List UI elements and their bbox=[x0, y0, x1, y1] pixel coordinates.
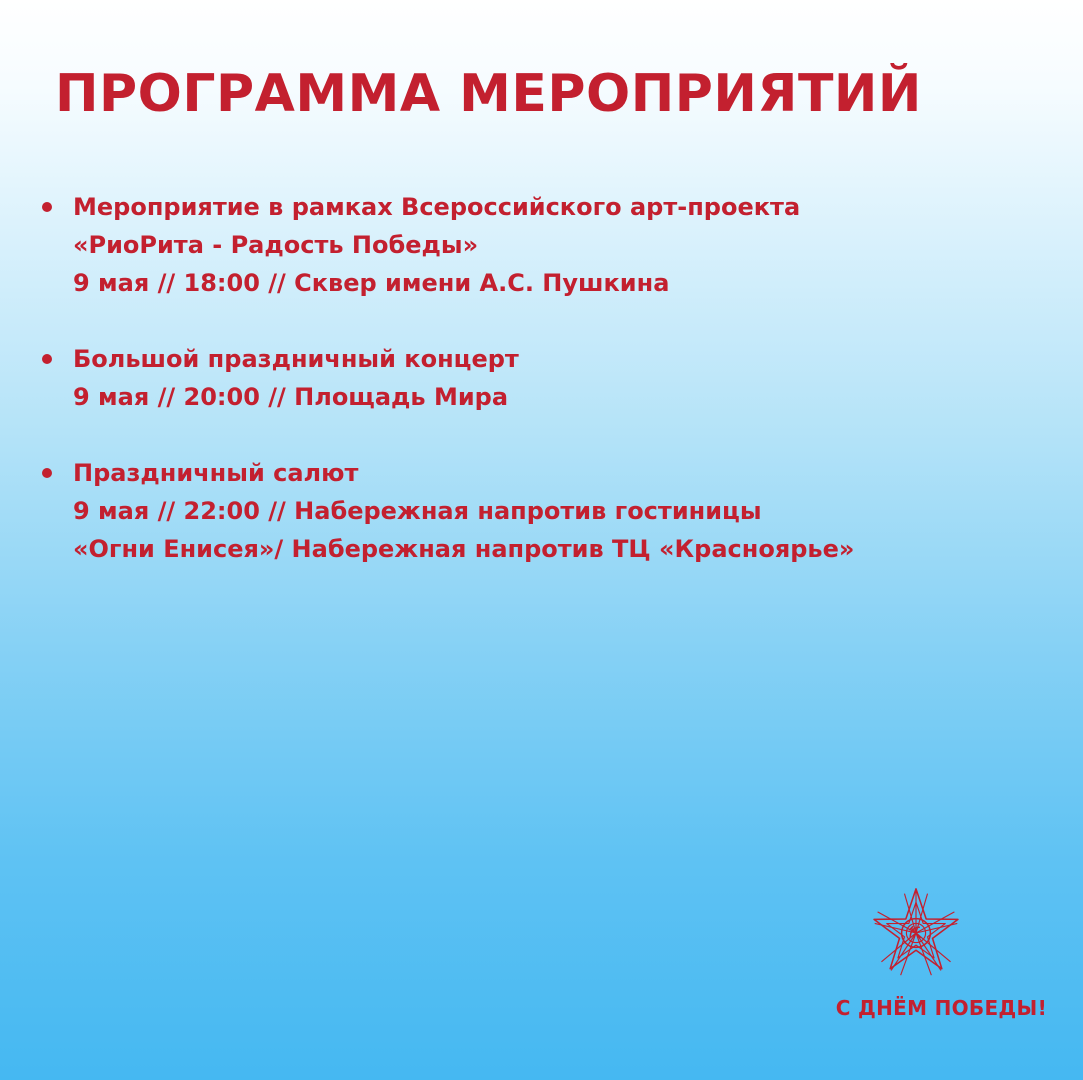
event-title-continued: «РиоРита - Радость Победы» bbox=[73, 231, 479, 259]
page-title: ПРОГРАММА МЕРОПРИЯТИЙ bbox=[55, 64, 922, 124]
event-details: 9 мая // 20:00 // Площадь Мира bbox=[73, 383, 509, 411]
event-list bbox=[40, 188, 1050, 606]
event-item-2 bbox=[40, 340, 1050, 416]
bullet-icon bbox=[42, 354, 52, 364]
event-details: 9 мая // 18:00 // Сквер имени А.С. Пушкина bbox=[73, 269, 670, 297]
event-item-1 bbox=[40, 188, 1050, 302]
event-title: Мероприятие в рамках Всероссийского арт-проекта bbox=[73, 193, 801, 221]
bullet-icon bbox=[42, 468, 52, 478]
event-details-continued: «Огни Енисея»/ Набережная напротив ТЦ «Красноярье» bbox=[73, 535, 855, 563]
bullet-icon bbox=[42, 202, 52, 212]
event-details: 9 мая // 22:00 // Набережная напротив гостиницы bbox=[73, 497, 762, 525]
event-title: Праздничный салют bbox=[73, 459, 359, 487]
order-of-patriotic-war-star-icon bbox=[868, 885, 964, 981]
event-item-3 bbox=[40, 454, 1050, 568]
victory-day-greeting: С ДНЁМ ПОБЕДЫ! bbox=[835, 996, 1047, 1020]
event-title: Большой праздничный концерт bbox=[73, 345, 519, 373]
